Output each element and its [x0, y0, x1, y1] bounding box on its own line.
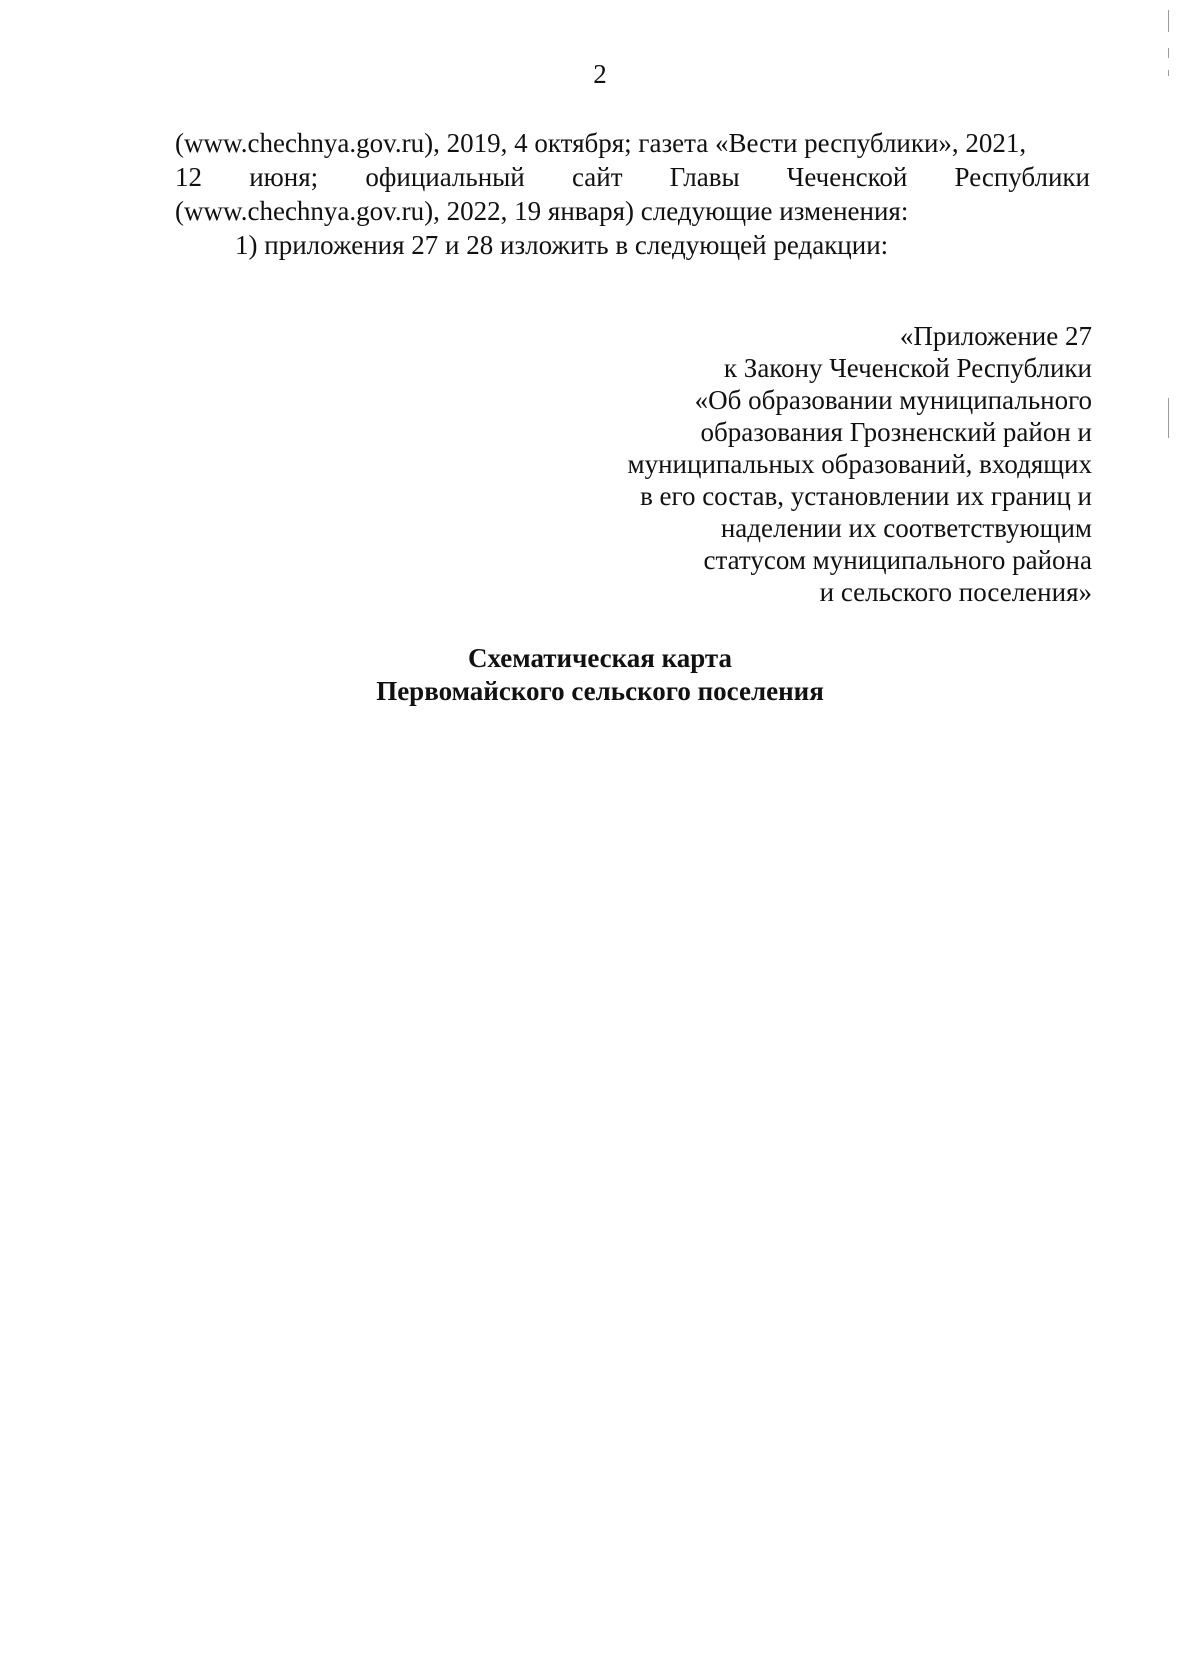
annex-line: к Закону Чеченской Республики	[723, 353, 1092, 383]
annex-reference-block	[532, 320, 1092, 608]
annex-line: образования Грозненский район и	[700, 417, 1092, 447]
annex-line: «Приложение 27	[899, 321, 1092, 351]
amendment-item: 1) приложения 27 и 28 изложить в следующей редакции:	[235, 230, 889, 260]
body-line: (www.chechnya.gov.ru), 2019, 4 октября; газета «Вести республики», 2021,	[175, 128, 1027, 158]
annex-line: и сельского поселения»	[819, 577, 1092, 607]
map-title-line: Первомайского сельского поселения	[376, 676, 824, 706]
map-title-line: Схематическая карта	[467, 643, 733, 673]
page-number: 2	[593, 59, 607, 89]
body-line: (www.chechnya.gov.ru), 2022, 19 января) следующие изменения:	[175, 196, 909, 226]
annex-line: статусом муниципального района	[703, 545, 1092, 575]
annex-line: муниципальных образований, входящих	[627, 449, 1092, 479]
body-line-justified: 12 июня; официальный сайт Главы Чеченской Республики	[175, 162, 1090, 192]
map-title	[0, 642, 1200, 708]
annex-line: «Об образовании муниципального	[694, 385, 1092, 415]
annex-line: наделении их соответствующим	[720, 513, 1092, 543]
body-paragraph	[175, 126, 1090, 262]
annex-line: в его состав, установлении их границ и	[640, 481, 1092, 511]
